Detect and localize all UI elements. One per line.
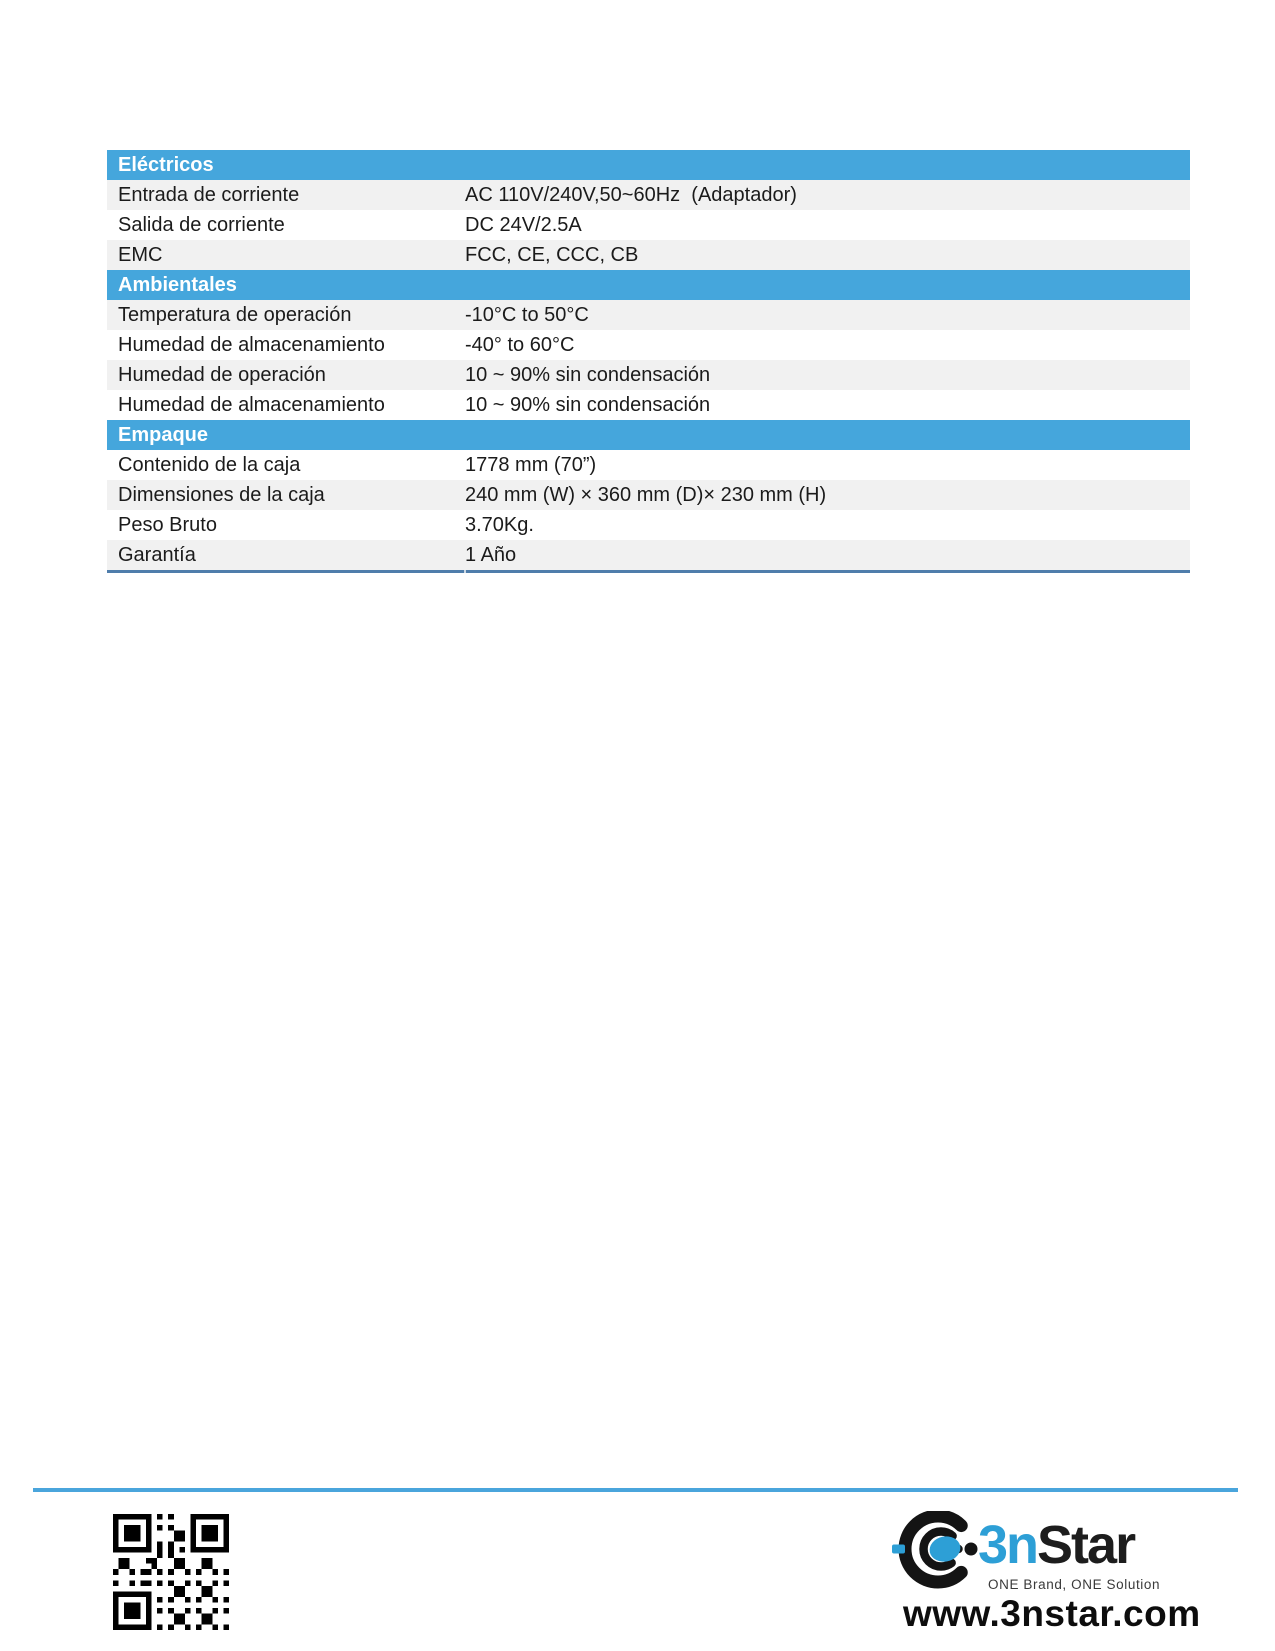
- logo: [880, 1505, 1201, 1645]
- brand-tagline: ONE Brand, ONE Solution: [988, 1577, 1161, 1592]
- row-value: -40° to 60°C: [465, 334, 575, 356]
- row-value: 10 ~ 90% sin condensación: [465, 364, 711, 386]
- table-row: [107, 540, 1190, 570]
- row-label: Garantía: [118, 544, 196, 566]
- table-row: [107, 300, 1190, 330]
- brand-suffix: Star: [1037, 1515, 1135, 1575]
- table-row: [107, 390, 1190, 420]
- row-label: Entrada de corriente: [118, 184, 300, 206]
- website-text: www.3nstar.com: [903, 1593, 1201, 1634]
- row-label: EMC: [118, 244, 163, 266]
- row-label: Humedad de operación: [118, 364, 326, 386]
- table-row: [107, 210, 1190, 240]
- row-value: 3.70Kg.: [465, 514, 534, 536]
- row-label: Salida de corriente: [118, 214, 285, 236]
- table-row: [107, 360, 1190, 390]
- brand-prefix: 3n: [978, 1515, 1038, 1575]
- table-row: [107, 180, 1190, 210]
- table-row: [107, 510, 1190, 540]
- qr-code: [113, 1514, 229, 1630]
- row-label: Peso Bruto: [118, 514, 217, 536]
- table-row: [107, 330, 1190, 360]
- table-row: [107, 240, 1190, 270]
- table-row: [107, 450, 1190, 480]
- footer-divider-line: [33, 1488, 1238, 1492]
- row-label: Contenido de la caja: [118, 454, 301, 476]
- brand-wordmark: [978, 1517, 1134, 1573]
- row-label: Temperatura de operación: [118, 304, 352, 326]
- row-value: 1778 mm (70”): [465, 454, 597, 476]
- row-label: Dimensiones de la caja: [118, 484, 325, 506]
- logo-mark-icon: [892, 1511, 984, 1591]
- row-value: DC 24V/2.5A: [465, 214, 582, 236]
- row-value: 10 ~ 90% sin condensación: [465, 394, 711, 416]
- table-row: [107, 480, 1190, 510]
- row-value: FCC, CE, CCC, CB: [465, 244, 639, 266]
- column-divider-notch: [464, 570, 466, 573]
- section-header: Eléctricos: [107, 150, 1190, 180]
- row-value: AC 110V/240V,50~60Hz (Adaptador): [465, 184, 797, 206]
- row-label: Humedad de almacenamiento: [118, 394, 385, 416]
- row-value: 240 mm (W) × 360 mm (D)× 230 mm (H): [465, 484, 827, 506]
- row-value: -10°C to 50°C: [465, 304, 589, 326]
- section-header: Ambientales: [107, 270, 1190, 300]
- row-label: Humedad de almacenamiento: [118, 334, 385, 356]
- spec-table: [107, 150, 1190, 573]
- row-value: 1 Año: [465, 544, 517, 566]
- section-header: Empaque: [107, 420, 1190, 450]
